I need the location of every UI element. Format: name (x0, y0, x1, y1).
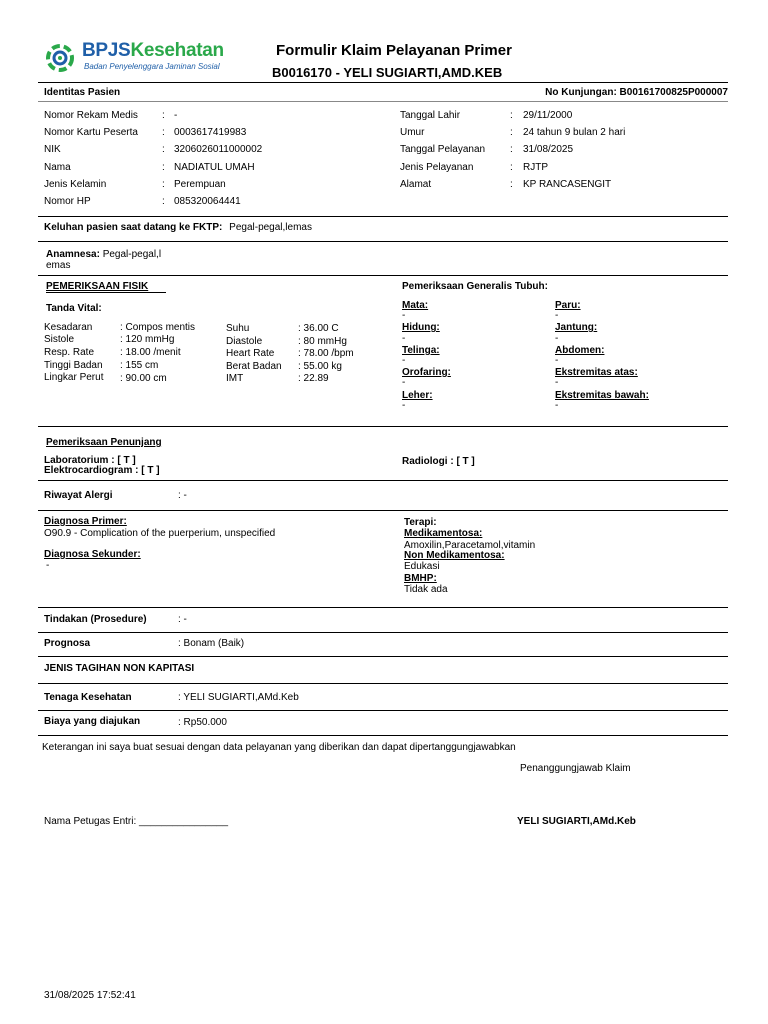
diagnosa-sekunder-value: - (46, 560, 50, 571)
vital-value: : 22.89 (298, 373, 329, 384)
diagnosa-primer-label: Diagnosa Primer: (44, 516, 127, 527)
field-value: KP RANCASENGIT (523, 179, 612, 190)
divider (38, 480, 728, 481)
tanda-vital-heading: Tanda Vital: (46, 303, 102, 314)
divider (38, 607, 728, 608)
divider (46, 292, 166, 293)
logo-kesehatan-text: Kesehatan (130, 40, 224, 61)
lab-row: Laboratorium : [ T ] (44, 455, 136, 466)
no-kunjungan: No Kunjungan: B00161700825P000007 (545, 87, 728, 98)
prognosa-value: : Bonam (Baik) (178, 638, 245, 649)
divider (38, 710, 728, 711)
vital-value: : 36.00 C (298, 323, 339, 334)
generalis-label: Jantung: (555, 322, 598, 333)
field-value: Perempuan (174, 179, 226, 190)
generalis-value: - (402, 310, 406, 321)
divider (38, 275, 728, 276)
radiologi-row: Radiologi : [ T ] (402, 456, 475, 467)
field-value: - (174, 110, 178, 121)
field-value: 31/08/2025 (523, 144, 574, 155)
vital-label: IMT (226, 373, 244, 384)
diagnosa-sekunder-label: Diagnosa Sekunder: (44, 549, 141, 560)
divider (38, 241, 728, 242)
field-label: Nama (44, 162, 71, 173)
divider (38, 683, 728, 684)
field-label: Alamat (400, 179, 432, 190)
generalis-value: - (555, 355, 559, 366)
field-label: Nomor Rekam Medis (44, 110, 138, 121)
field-value: RJTP (523, 162, 548, 173)
bmhp-value: Tidak ada (404, 584, 448, 595)
form-subtitle: B0016170 - YELI SUGIARTI,AMD.KEB (272, 65, 503, 80)
field-value: 085320064441 (174, 196, 241, 207)
vital-value: : 90.00 cm (120, 373, 167, 384)
logo-bpjs-text: BPJS (82, 40, 131, 61)
non-medikamentosa-value: Edukasi (404, 561, 440, 572)
divider (38, 216, 728, 217)
bpjs-logo-icon (44, 42, 76, 74)
vital-value: : 78.00 /bpm (298, 348, 354, 359)
vital-label: Tinggi Badan (44, 360, 103, 371)
vital-value: : 80 mmHg (298, 336, 347, 347)
alergi-value: : - (178, 490, 187, 501)
vital-value: : 55.00 kg (298, 361, 342, 372)
vital-value: : 18.00 /menit (120, 347, 181, 358)
tindakan-label: Tindakan (Prosedure) (44, 614, 147, 625)
generalis-heading: Pemeriksaan Generalis Tubuh: (402, 281, 548, 292)
signer-name: YELI SUGIARTI,AMd.Keb (517, 816, 636, 827)
divider (38, 632, 728, 633)
logo-subtitle: Badan Penyelenggara Jaminan Sosial (84, 62, 220, 71)
generalis-label: Hidung: (402, 322, 440, 333)
vital-label: Sistole (44, 334, 75, 345)
penanggungjawab-label: Penanggungjawab Klaim (520, 763, 631, 774)
form-title: Formulir Klaim Pelayanan Primer (276, 42, 512, 59)
fisik-heading: PEMERIKSAAN FISIK (46, 281, 149, 292)
vital-value: : Compos mentis (120, 322, 196, 333)
tagihan-heading: JENIS TAGIHAN NON KAPITASI (44, 663, 195, 674)
generalis-value: - (555, 400, 559, 411)
terapi-label: Terapi: (404, 517, 437, 528)
divider (38, 426, 728, 427)
divider (38, 101, 728, 102)
keluhan-value: Pegal-pegal,lemas (229, 222, 312, 233)
generalis-label: Mata: (402, 300, 429, 311)
vital-label: Heart Rate (226, 348, 275, 359)
penunjang-heading: Pemeriksaan Penunjang (46, 437, 162, 448)
keluhan-row (44, 222, 312, 233)
field-value: 29/11/2000 (523, 110, 573, 121)
alergi-label: Riwayat Alergi (44, 490, 113, 501)
field-label: NIK (44, 144, 61, 155)
divider (38, 656, 728, 657)
field-label: Tanggal Pelayanan (400, 144, 486, 155)
generalis-value: - (402, 400, 406, 411)
anamnesa-value-cont: emas (46, 260, 71, 271)
diagnosa-primer-value: O90.9 - Complication of the puerperium, unspecified (44, 528, 276, 539)
field-label: Jenis Kelamin (44, 179, 107, 190)
field-value: NADIATUL UMAH (174, 162, 255, 173)
field-value: 24 tahun 9 bulan 2 hari (523, 127, 626, 138)
field-label: Nomor HP (44, 196, 91, 207)
tindakan-value: : - (178, 614, 187, 625)
generalis-value: - (555, 310, 559, 321)
generalis-label: Telinga: (402, 345, 440, 356)
bmhp-label: BMHP: (404, 573, 437, 584)
tenaga-label: Tenaga Kesehatan (44, 692, 132, 703)
field-label: Nomor Kartu Peserta (44, 127, 138, 138)
biaya-value: : Rp50.000 (178, 717, 227, 728)
field-label: Umur (400, 127, 425, 138)
generalis-label: Ekstremitas atas: (555, 367, 638, 378)
print-timestamp: 31/08/2025 17:52:41 (44, 990, 136, 1001)
ekg-row: Elektrocardiogram : [ T ] (44, 465, 160, 476)
generalis-value: - (402, 355, 406, 366)
medikamentosa-value: Amoxilin,Paracetamol,vitamin (404, 540, 536, 551)
vital-label: Diastole (226, 336, 263, 347)
vital-label: Berat Badan (226, 361, 282, 372)
divider (38, 510, 728, 511)
anamnesa-label: Anamnesa: (46, 249, 100, 260)
vital-label: Resp. Rate (44, 347, 95, 358)
field-label: Jenis Pelayanan (400, 162, 474, 173)
non-medikamentosa-label: Non Medikamentosa: (404, 550, 505, 561)
generalis-label: Orofaring: (402, 367, 451, 378)
field-value: 3206026011000002 (174, 144, 263, 155)
biaya-label: Biaya yang diajukan (44, 716, 141, 727)
vital-value: : 120 mmHg (120, 334, 175, 345)
keluhan-label: Keluhan pasien saat datang ke FKTP: (44, 222, 223, 233)
generalis-value: - (555, 333, 559, 344)
medikamentosa-label: Medikamentosa: (404, 528, 483, 539)
vital-label: Kesadaran (44, 322, 93, 333)
divider (38, 735, 728, 736)
generalis-value: - (555, 377, 559, 388)
generalis-label: Leher: (402, 390, 433, 401)
vital-value: : 155 cm (120, 360, 159, 371)
anamnesa-value: Pegal-pegal,l (102, 249, 162, 260)
generalis-value: - (402, 333, 406, 344)
identitas-heading: Identitas Pasien (44, 87, 121, 98)
generalis-label: Abdomen: (555, 345, 605, 356)
anamnesa-row (46, 249, 161, 260)
prognosa-label: Prognosa (44, 638, 91, 649)
divider (38, 82, 728, 83)
generalis-value: - (402, 377, 406, 388)
vital-label: Suhu (226, 323, 250, 334)
statement-text: Keterangan ini saya buat sesuai dengan data pelayanan yang diberikan dan dapat dipertanggungjawabkan (42, 742, 516, 753)
field-value: 0003617419983 (174, 127, 247, 138)
generalis-label: Paru: (555, 300, 581, 311)
generalis-label: Ekstremitas bawah: (555, 390, 649, 401)
petugas-entri: Nama Petugas Entri: ________________ (44, 816, 229, 827)
tenaga-value: : YELI SUGIARTI,AMd.Keb (178, 692, 299, 703)
field-label: Tanggal Lahir (400, 110, 461, 121)
vital-label: Lingkar Perut (44, 372, 104, 383)
